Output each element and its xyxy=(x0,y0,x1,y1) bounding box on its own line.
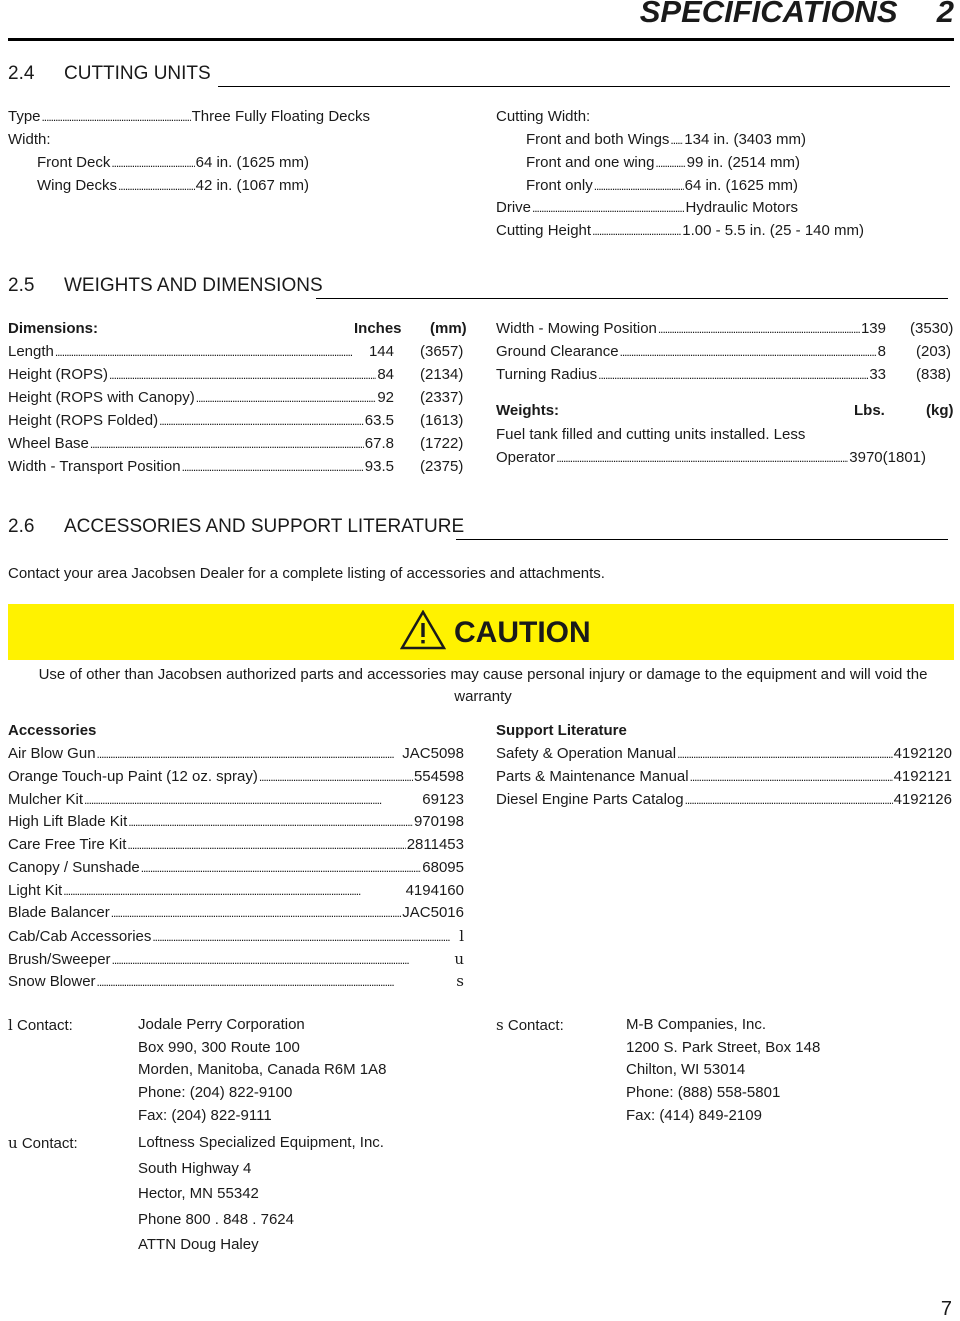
list-item: High Lift Blade Kit . . . 970198 xyxy=(8,811,464,833)
cutting-width-label: Cutting Width: xyxy=(496,108,591,125)
dim-mm: (2375) xyxy=(420,458,464,475)
fuel-note: Fuel tank filled and cutting units installed. Less xyxy=(496,426,806,443)
cutting-height-row: Cutting Height . . . 1.00 - 5.5 in. (25 - 140 mm) xyxy=(496,220,864,242)
accessories-heading: Accessories xyxy=(8,722,97,739)
dim-mm: (2134) xyxy=(420,366,464,383)
list-item: Blade Balancer . . . JAC5016 xyxy=(8,902,464,924)
contact-line: ATTN Doug Haley xyxy=(138,1236,259,1253)
page-header xyxy=(640,0,954,30)
wing-decks-row: Wing Decks . . . 42 in. (1067 mm) xyxy=(37,175,309,197)
dim-row: Ground Clearance . . . 8 xyxy=(496,341,886,363)
dim-mm: (2337) xyxy=(420,389,464,406)
operator-row: Operator . . . 3970(1801) xyxy=(496,447,926,469)
contact-label-l: l Contact: xyxy=(8,1016,73,1034)
header-title: SPECIFICATIONS xyxy=(639,0,898,29)
list-item: Light Kit . . . 4194160 xyxy=(8,880,464,902)
contact-line: Jodale Perry Corporation xyxy=(138,1016,305,1033)
section-2-6-heading: 2.6 ACCESSORIES AND SUPPORT LITERATURE xyxy=(8,516,465,537)
kg-header: (kg) xyxy=(926,402,954,419)
width-label: Width: xyxy=(8,131,51,148)
dim-mm: (838) xyxy=(916,366,952,383)
list-item: Cab/Cab Accessories . . . l xyxy=(8,925,464,948)
dim-row: Height (ROPS Folded) . . . 63.5 xyxy=(8,410,394,432)
page-number: 7 xyxy=(940,1298,952,1320)
contact-line: Phone 800 . 848 . 7624 xyxy=(138,1211,294,1228)
mm-header: (mm) xyxy=(430,320,467,337)
section-rule xyxy=(316,298,948,299)
list-item: Canopy / Sunshade . . . 68095 xyxy=(8,857,464,879)
dimensions-label: Dimensions: xyxy=(8,320,99,337)
contact-line: Box 990, 300 Route 100 xyxy=(138,1039,300,1056)
literature-heading: Support Literature xyxy=(496,722,627,739)
list-item: Diesel Engine Parts Catalog . . . 4192126 xyxy=(496,789,952,811)
type-row: Type . . . Three Fully Floating Decks xyxy=(8,106,370,128)
contact-line: Chilton, WI 53014 xyxy=(626,1061,746,1078)
warning-triangle-icon xyxy=(400,610,446,650)
contact-line: Phone: (204) 822-9100 xyxy=(138,1084,293,1101)
inches-header: Inches xyxy=(354,320,402,337)
dim-mm: (3657) xyxy=(420,343,464,360)
contact-line: M-B Companies, Inc. xyxy=(626,1016,767,1033)
list-item: Safety & Operation Manual . . . 4192120 xyxy=(496,743,952,765)
contact-line: 1200 S. Park Street, Box 148 xyxy=(626,1039,821,1056)
list-item: Brush/Sweeper . . . u xyxy=(8,948,464,971)
contact-line: Hector, MN 55342 xyxy=(138,1185,259,1202)
dim-row: Wheel Base . . . 67.8 xyxy=(8,433,394,455)
section-rule xyxy=(456,539,948,540)
section-2-5-heading: 2.5 WEIGHTS AND DIMENSIONS xyxy=(8,275,323,296)
list-item: Care Free Tire Kit . . . 2811453 xyxy=(8,834,464,856)
dim-mm: (203) xyxy=(916,343,952,360)
header-rule xyxy=(8,38,954,41)
list-item: Snow Blower . . . s xyxy=(8,970,464,993)
contact-label-s: s Contact: xyxy=(496,1016,564,1034)
section-2-4-heading: 2.4 CUTTING UNITS xyxy=(8,63,211,84)
caution-title: CAUTION xyxy=(454,616,591,649)
section-rule xyxy=(218,86,950,87)
drive-row: Drive . . . Hydraulic Motors xyxy=(496,197,798,219)
list-item: Air Blow Gun . . . JAC5098 xyxy=(8,743,464,765)
contact-label-u: u Contact: xyxy=(8,1134,78,1152)
dim-row: Turning Radius . . . 33 xyxy=(496,364,886,386)
intro-text: Contact your area Jacobsen Dealer for a complete listing of accessories and attachments. xyxy=(8,565,605,582)
dim-row: Length . . . 144 xyxy=(8,341,394,363)
lbs-header: Lbs. xyxy=(854,402,885,419)
contact-line: Phone: (888) 558-5801 xyxy=(626,1084,781,1101)
caution-text: Use of other than Jacobsen authorized parts and accessories may cause personal injury or damage to the equipment and will void the warranty xyxy=(38,666,928,705)
list-item: Mulcher Kit . . . 69123 xyxy=(8,789,464,811)
list-item: Parts & Maintenance Manual . . . 4192121 xyxy=(496,766,952,788)
contact-line: Morden, Manitoba, Canada R6M 1A8 xyxy=(138,1061,387,1078)
dim-mm: (1722) xyxy=(420,435,464,452)
weights-label: Weights: xyxy=(496,402,560,419)
dim-row: Width - Mowing Position . . . 139 xyxy=(496,318,886,340)
front-deck-row: Front Deck . . . 64 in. (1625 mm) xyxy=(37,152,309,174)
contact-line: South Highway 4 xyxy=(138,1160,252,1177)
contact-line: Loftness Specialized Equipment, Inc. xyxy=(138,1134,384,1151)
caution-banner xyxy=(8,604,954,660)
contact-line: Fax: (414) 849-2109 xyxy=(626,1107,762,1124)
chapter-number: 2 xyxy=(936,0,954,29)
list-item: Orange Touch-up Paint (12 oz. spray) . . . 554598 xyxy=(8,766,464,788)
dim-mm: (1613) xyxy=(420,412,464,429)
dim-mm: (3530) xyxy=(910,320,954,337)
cw-front-both-row: Front and both Wings . . . 134 in. (3403 mm) xyxy=(526,129,806,151)
cw-front-one-row: Front and one wing . . . 99 in. (2514 mm) xyxy=(526,152,800,174)
dim-row: Height (ROPS) . . . 84 xyxy=(8,364,394,386)
dim-row: Height (ROPS with Canopy) . . . 92 xyxy=(8,387,394,409)
dim-row: Width - Transport Position . . . 93.5 xyxy=(8,456,394,478)
cw-front-only-row: Front only . . . 64 in. (1625 mm) xyxy=(526,175,798,197)
contact-line: Fax: (204) 822-9111 xyxy=(138,1107,272,1124)
